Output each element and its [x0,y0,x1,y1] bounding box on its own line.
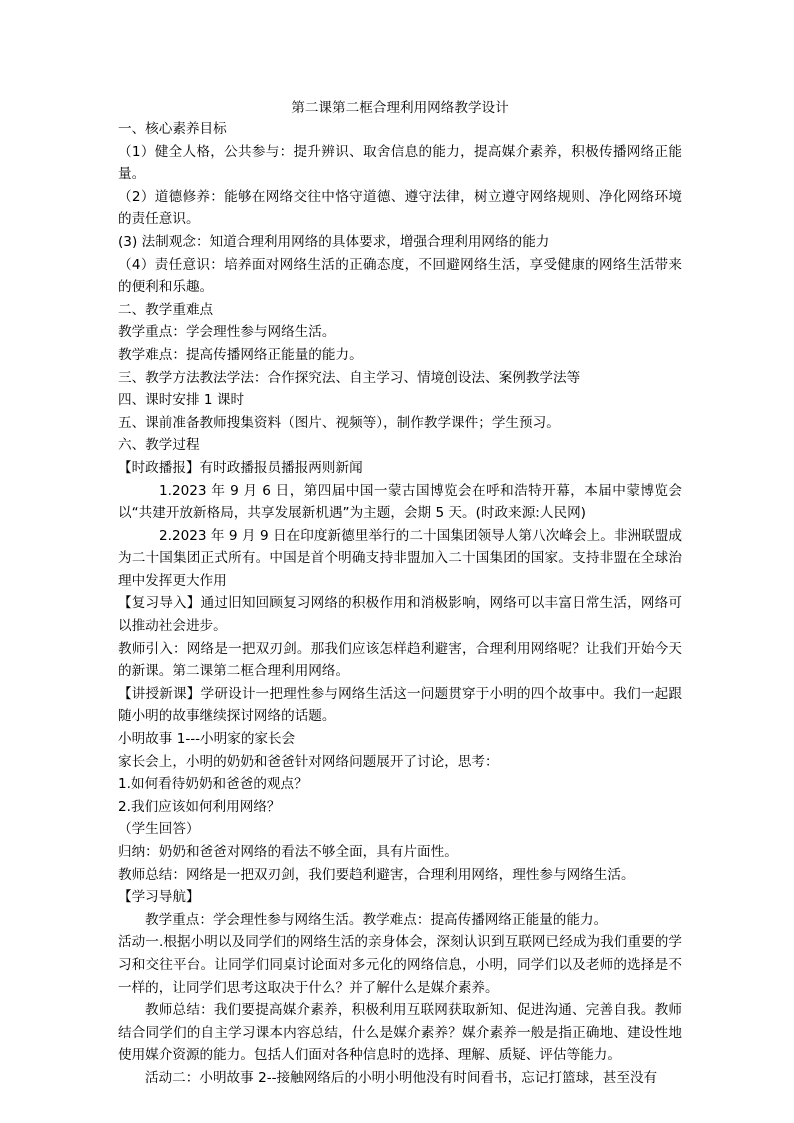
learning-navigation-heading: 【学习导航】 [118,889,200,906]
news-broadcast-heading: 【时政播报】有时政播报员播报两则新闻 [118,459,363,476]
section-heading-process: 六、教学过程 [118,437,200,454]
student-answer: （学生回答） [118,821,200,838]
section-heading-goals: 一、核心素养目标 [118,121,227,137]
teacher-summary-2: 教师总结：我们要提高媒介素养，积极利用互联网获取新知、促进沟通、完善自我。教师结合同学们的自主学习课本内容总结，什么是媒介素养？媒介素养一般是指正确地、建设性地使用媒介资源的能力。包括人们面对各种信息时的选择、理解、质疑、评估等能力。 [118,1002,682,1064]
news-item-2: 2.2023 年 9 月 9 日在印度新德里举行的二十国集团领导人第八次峰会上。非洲联盟成为二十国集团正式所有。中国是首个明确支持非盟加入二十国集团的国家。支持非盟在全球治理中发挥更大作用 [118,527,682,589]
summary: 归纳：奶奶和爸爸对网络的看法不够全面，具有片面性。 [118,844,458,860]
new-lesson: 【讲授新课】学研设计一把理性参与网络生活这一问题贯穿于小明的四个故事中。我们一起跟随小明的故事继续探讨网络的话题。 [118,685,682,725]
section-heading-preparation: 五、课前准备教师搜集资料（图片、视频等），制作教学课件；学生预习。 [118,414,560,431]
teacher-intro: 教师引入：网络是一把双刃剑。那我们应该怎样趋利避害，合理利用网络呢？让我们开始今天的新课。第二课第二框合理利用网络。 [118,640,682,680]
review-intro: 【复习导入】通过旧知回顾复习网络的积极作用和消极影响，网络可以丰富日常生活，网络可以推动社会进步。 [118,595,682,635]
key-point: 教学重点：学会理性参与网络生活。 [118,324,336,341]
section-heading-methods: 三、教学方法教法学法：合作探究法、自主学习、情境创设法、案例教学法等 [118,369,581,386]
learning-navigation-points: 教学重点：学会理性参与网络生活。教学难点：提高传播网络正能量的能力。 [145,911,608,928]
document-title: 第二课第二框合理利用网络教学设计 [291,100,509,116]
activity-2: 活动二：小明故事 2--接触网络后的小明小明他没有时间看书，忘记打篮球，甚至没有 [145,1069,658,1086]
goal-item-1: （1）健全人格，公共参与：提升辨识、取舍信息的能力，提高媒介素养，积极传播网络正能量。 [118,143,682,183]
story-1-text: 家长会上，小明的奶奶和爸爸针对网络问题展开了讨论，思考： [118,753,499,770]
section-heading-key-points: 二、教学重难点 [118,301,214,318]
goal-item-4: （4）责任意识：培养面对网络生活的正确态度，不回避网络生活，享受健康的网络生活带来的便利和乐趣。 [118,256,682,296]
teacher-summary-1: 教师总结：网络是一把双刃剑，我们要趋利避害，合理利用网络，理性参与网络生活。 [118,866,635,883]
difficult-point: 教学难点：提高传播网络正能量的能力。 [118,346,363,363]
goal-item-2: （2）道德修养：能够在网络交往中恪守道德、遵守法律，树立遵守网络规则、净化网络环境的责任意识。 [118,188,682,228]
story-1-heading: 小明故事 1---小明家的家长会 [118,731,296,748]
question-1: 1.如何看待奶奶和爸爸的观点？ [118,776,308,793]
section-heading-schedule: 四、课时安排 1 课时 [118,392,245,409]
news-item-1: 1.2023 年 9 月 6 日，第四届中国一蒙古国博览会在呼和浩特开幕，本届中蒙博览会以“共建开放新格局，共享发展新机遇”为主题，会期 5 天。(时政来源:人民网) [118,482,682,522]
document-page [118,98,682,1090]
activity-1: 活动一.根据小明以及同学们的网络生活的亲身体会，深刻认识到互联网已经成为我们重要的学习和交往平台。让同学们同桌讨论面对多元化的网络信息，小明，同学们以及老师的选择是不一样的，让同学们思考这取决于什么？并了解什么是媒介素养。 [118,934,682,996]
goal-item-3: (3) 法制观念：知道合理利用网络的具体要求，增强合理利用网络的能力 [118,233,550,250]
question-2: 2.我们应该如何利用网络？ [118,798,281,815]
